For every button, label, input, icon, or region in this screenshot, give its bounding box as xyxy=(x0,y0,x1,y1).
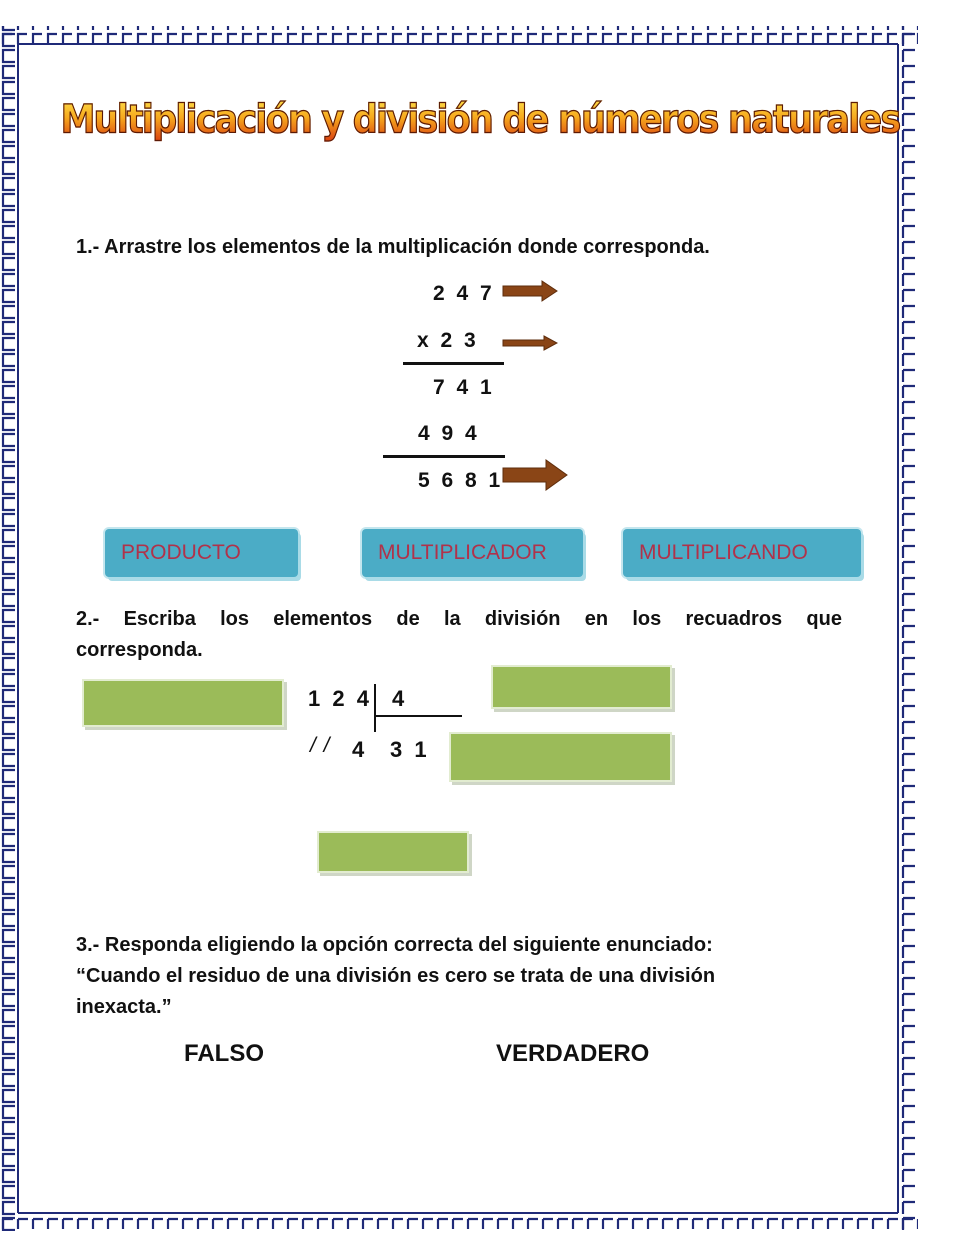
division-bracket-vertical xyxy=(374,684,376,732)
page-title: Multiplicación y división de números naturales xyxy=(0,98,960,143)
remainder-value: 4 xyxy=(352,737,368,762)
question-2-text-cont: corresponda. xyxy=(76,639,203,661)
tile-multiplicando[interactable] xyxy=(623,529,861,577)
dividend-value: 1 2 4 xyxy=(308,686,372,711)
dropzone-remainder[interactable] xyxy=(317,831,469,873)
question-2-text: 2.- Escriba los elementos de la división en los recuadros que xyxy=(76,608,842,630)
tile-label: MULTIPLICANDO xyxy=(639,541,808,564)
partial-product-1: 7 4 1 xyxy=(433,376,495,399)
multiplication-line xyxy=(403,362,504,365)
tile-producto[interactable] xyxy=(105,529,298,577)
tile-label: PRODUCTO xyxy=(121,541,241,564)
partial-product-2: 4 9 4 xyxy=(418,422,480,445)
tile-multiplicador[interactable] xyxy=(362,529,583,577)
quotient-value: 3 1 xyxy=(390,737,430,762)
arrow-right-icon xyxy=(502,335,558,351)
arrow-right-icon xyxy=(502,459,568,491)
product-value: 5 6 8 1 xyxy=(418,469,504,492)
borrow-marks: / / xyxy=(310,734,331,757)
question-3-statement-cont: inexacta.” xyxy=(76,996,172,1018)
multiplier-value: x 2 3 xyxy=(417,329,479,352)
dropzone-dividend[interactable] xyxy=(82,679,284,727)
division-bracket-horizontal xyxy=(376,715,462,717)
option-verdadero[interactable]: VERDADERO xyxy=(496,1040,650,1067)
question-3-statement: “Cuando el residuo de una división es cero se trata de una división xyxy=(76,965,716,987)
multiplicand-value: 2 4 7 xyxy=(433,282,495,305)
question-3-text: 3.- Responda eligiendo la opción correcta del siguiente enunciado: xyxy=(76,934,713,956)
sum-line xyxy=(383,455,505,458)
dropzone-divisor[interactable] xyxy=(491,665,672,709)
option-falso[interactable]: FALSO xyxy=(184,1040,265,1067)
divisor-value: 4 xyxy=(392,686,408,711)
question-1-text: 1.- Arrastre los elementos de la multiplicación donde corresponda. xyxy=(76,236,710,258)
arrow-right-icon xyxy=(502,280,558,302)
dropzone-quotient[interactable] xyxy=(449,732,672,782)
tile-label: MULTIPLICADOR xyxy=(378,541,547,564)
